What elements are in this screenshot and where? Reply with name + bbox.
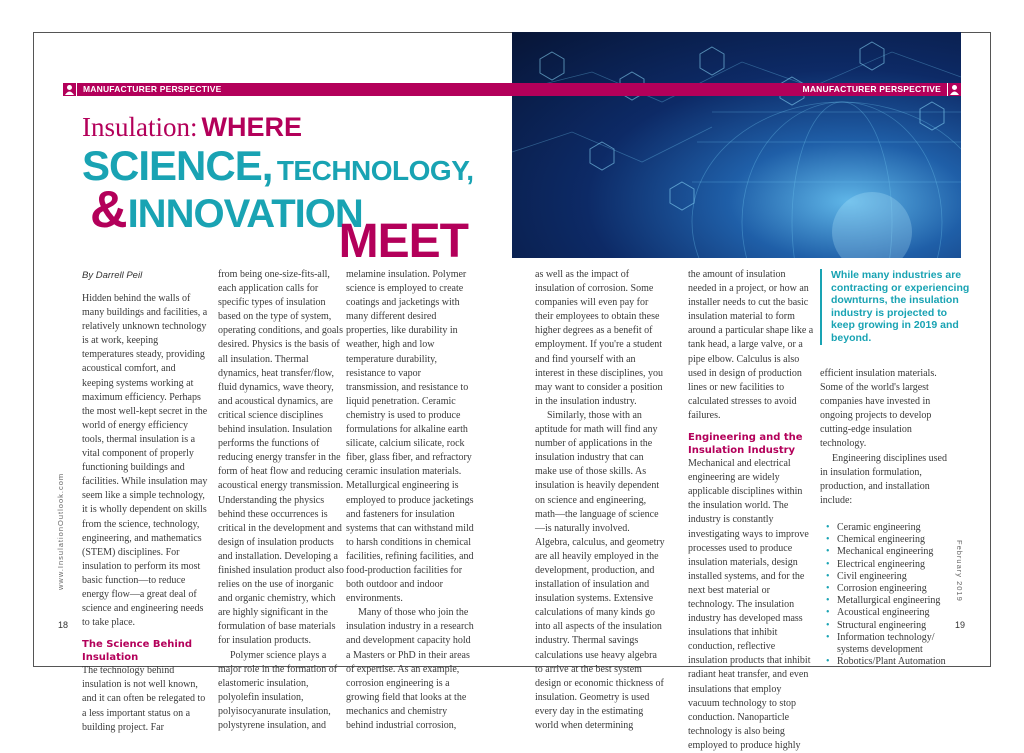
list-item: • Corrosion engineering <box>820 583 952 595</box>
section-label: MANUFACTURER PERSPECTIVE <box>802 84 941 94</box>
list-item: • Civil engineering <box>820 571 952 583</box>
page-number-right: 19 <box>955 620 966 630</box>
byline: By Darrell Peil <box>82 270 143 281</box>
title-meet: MEET <box>338 215 468 268</box>
title-insulation: Insulation: <box>82 112 198 142</box>
list-item: • Information technology/ systems development <box>820 632 952 656</box>
paragraph: Many of those who join the insulation industry in a research and development capacity hold a Masters or PhD in their areas of expertise. As an example, corrosion engineering is a growing field that looks at the mechanics and chemistry behind industrial corrosion, <box>346 607 474 731</box>
issue-date: February 2019 <box>955 540 964 602</box>
column-2 <box>218 268 344 733</box>
column-5 <box>688 268 814 753</box>
section-header-bar-left <box>63 83 512 96</box>
section-header-bar-right <box>512 83 961 96</box>
list-item: • Acoustical engineering <box>820 607 952 619</box>
pull-quote: While many industries are contracting or experiencing downturns, the insulation industry is projected to keep growing in 2019 and beyond. <box>820 269 971 345</box>
list-item: • Metallurgical engineering <box>820 595 952 607</box>
paragraph: The technology behind insulation is not well known, and it can often be relegated to a less important status on a building project. Far <box>82 665 206 733</box>
list-item: • Ceramic engineering <box>820 522 952 534</box>
column-1 <box>82 292 208 735</box>
section-label: MANUFACTURER PERSPECTIVE <box>83 84 222 94</box>
list-item: • Electrical engineering <box>820 559 952 571</box>
column-4 <box>535 268 665 733</box>
paragraph: Hidden behind the walls of many buildings and facilities, a relatively unknown technology is at work, keeping temperatures steady, providing acoustical comfort, and keeping systems working at maximum efficiency. Perhaps the most well-kept secret in the world of energy efficiency tools, thermal insulation is a vital component of properly functioning buildings and facilities. While insulation may seem like a simple technology, it is wholly dependent on skills from the science, technology, engineering, and mathematics (STEM) disciplines. For insulation to perform its most basic function—to reduce energy flow—a great deal of science and engineering needs to take place. <box>82 293 208 629</box>
paragraph: from being one-size-fits-all, each application calls for specific types of insulation based on the type of system, operating conditions, and goals desired. Physics is the basis of all insulation. Thermal dynamics, heat transfer/flow, fluid dynamics, wave theory, and acoustical dynamics, are critical science disciplines behind insulation. Insulation performs the functions of reducing energy transfer in the form of heat flow and reducing acoustical energy transmission. Understanding the physics behind these occurrences is critical in the development and design of insulation products and installation. Developing a finished insulation product also relies on the use of inorganic and organic chemistry, which are highly significant in the formulation of base materials for insulation products. <box>218 269 344 647</box>
hero-image-digital-globe <box>512 32 961 258</box>
subheading: The Science Behind Insulation <box>82 639 193 664</box>
paragraph: as well as the impact of insulation of corrosion. Some companies will even pay for their employees to obtain these higher degrees as a benefit of employment. If you're a student and find yourself with an interest in these disciplines, you may want to consider a position in the insulation industry. <box>535 269 664 407</box>
list-item: • Chemical engineering <box>820 534 952 546</box>
title-innovation: INNOVATION <box>127 192 363 236</box>
paragraph: Similarly, those with an aptitude for math will find any number of applications in the insulation industry that can make use of those skills. As insulation is heavily dependent on science and engineering, math—the language of science—is naturally involved. Algebra, calculus, and geometry are all heavily employed in the development, production, and installation of insulation and insulation systems. Extensive calculations of many kinds go into all aspects of the insulation industry. Thermal savings calculations use heavy algebra to arrive at the best system design or economic thickness of insulation. Geometry is used every day in the estimating world when determining <box>535 409 665 731</box>
engineering-disciplines-list <box>820 522 952 668</box>
title-ampersand: & <box>90 181 128 239</box>
title-science: SCIENCE, <box>82 142 273 189</box>
paragraph: Polymer science plays a major role in the formation of elastomeric insulation, polyolefin insulation, polyisocyanurate insulation, polystyrene insulation, and <box>218 649 338 731</box>
list-item: • Robotics/Plant Automation <box>820 656 952 668</box>
list-item: • Structural engineering <box>820 620 952 632</box>
title-where: WHERE <box>201 112 302 142</box>
person-icon <box>63 83 77 96</box>
paragraph: melamine insulation. Polymer science is employed to create coatings and jacketings with many different desired properties, like durability in weather, high and low temperature durability, resistance to vapor transmission, and resistance to liquid penetration. Ceramic chemistry is used to produce formulations for alkaline earth silicate, calcium silicate, rock fiber, glass fiber, and refractory ceramic insulation materials. Metallurgical engineering is employed to produce jacketings and fasteners for insulation systems that can withstand mild to harsh conditions in chemical facilities, refining facilities, and food-production facilities for both outdoor and indoor environments. <box>346 269 474 605</box>
person-icon <box>947 83 961 96</box>
paragraph: Mechanical and electrical engineering are widely applicable disciplines within the insulation world. The industry is constantly investigating ways to improve processes used to produce insulation materials, design installed systems, and for the next best material or technology. The insulation industry has developed mass insulations that inhibit conduction, reflective insulation products that inhibit radiant heat transfer, and even insulations that employ vacuum technology to stop conduction. Nanoparticle technology is also being employed to produce highly <box>688 458 811 751</box>
website-url: www.InsulationOutlook.com <box>56 472 65 590</box>
subheading: Engineering and the Insulation Industry <box>688 432 803 457</box>
paragraph: Engineering disciplines used in insulation formulation, production, and installation include: <box>820 452 947 506</box>
title-technology: TECHNOLOGY, <box>276 155 474 186</box>
list-item: • Mechanical engineering <box>820 546 952 558</box>
paragraph: efficient insulation materials. Some of the world's largest companies have invested in ongoing projects to develop cutting-edge insulation technology. <box>820 368 937 450</box>
page-number-left: 18 <box>58 620 69 630</box>
column-3 <box>346 268 476 733</box>
paragraph: the amount of insulation needed in a project, or how an installer needs to cut the basic insulation material to form around a particular shape like a tank head, a large valve, or a pipe elbow. Calculus is also used in design of production lines or new facilities to calculated stresses to avoid failures. <box>688 269 814 421</box>
column-6 <box>820 367 952 668</box>
